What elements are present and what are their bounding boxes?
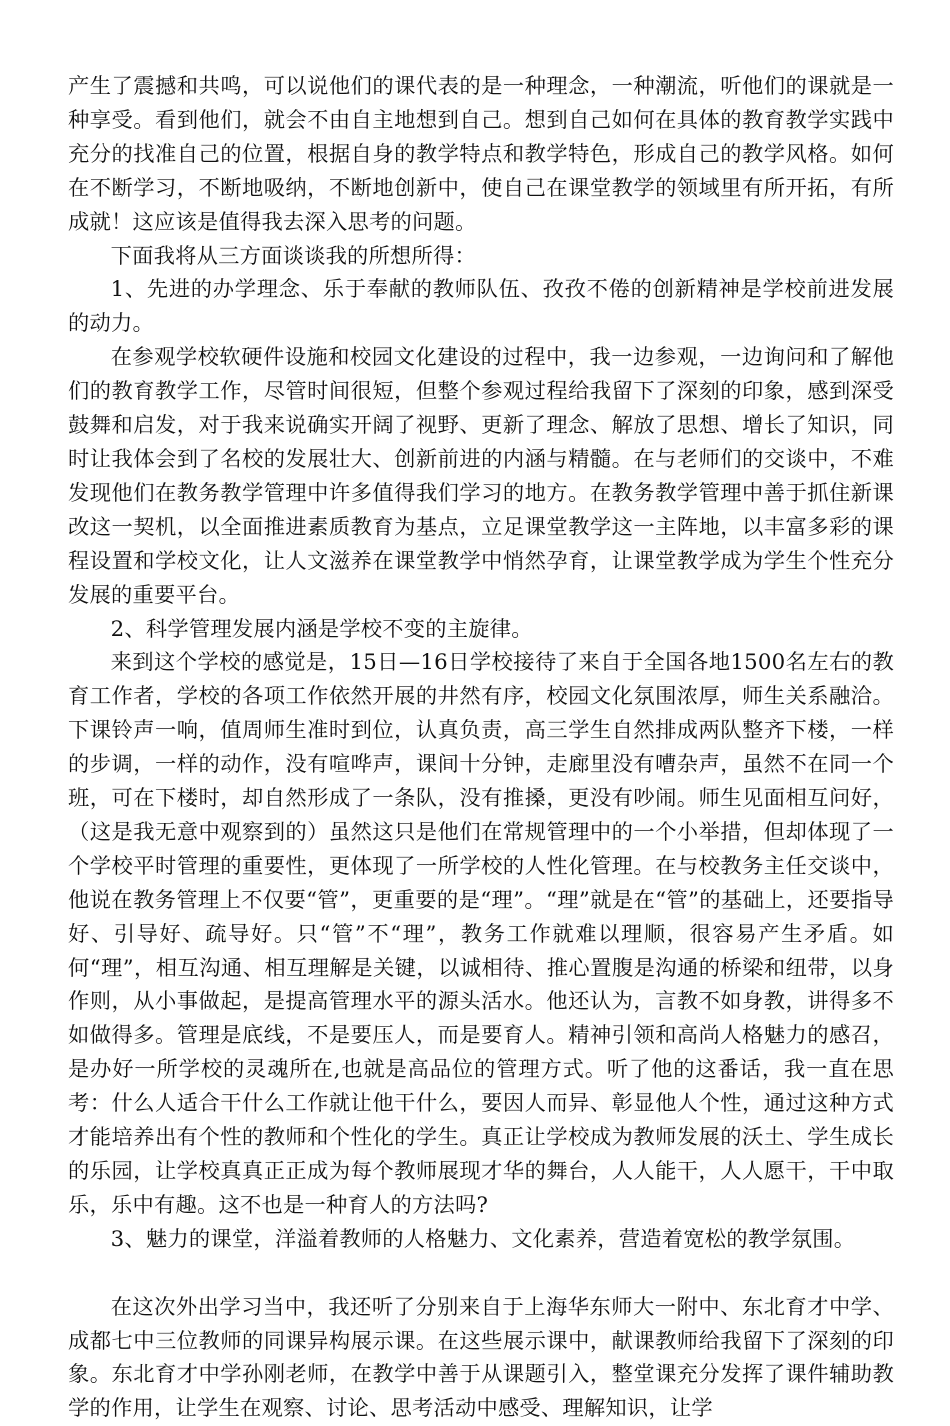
section-heading-3: 3、魅力的课堂，洋溢着教师的人格魅力、文化素养，营造着宽松的教学氛围。 — [110, 1226, 856, 1252]
blank-line — [68, 1257, 894, 1291]
paragraph-section-3: 在这次外出学习当中，我还听了分别来自于上海华东师大一附中、东北育才中学、成都七中三位教师的同课异构展示课。在这些展示课中，献课教师给我留下了深刻的印象。东北育才中学孙刚老师，在教学中善于从课题引入，整堂课充分发挥了课件辅助教学的作用，让学生在观察、讨论、思考活动中感受、理解知识，让学 — [68, 1294, 894, 1422]
section-heading-1: 1、先进的办学理念、乐于奉献的教师队伍、孜孜不倦的创新精神是学校前进发展的动力。 — [68, 277, 894, 337]
paragraph-section-2: 来到这个学校的感觉是，15日—16日学校接待了来自于全国各地1500名左右的教育工作者，学校的各项工作依然开展的井然有序，校园文化氛围浓厚，师生关系融洽。下课铃声一响，值周师生准时到位，认真负责，高三学生自然排成两队整齐下楼，一样的步调，一样的动作，没有喧哗声，课间十分钟，走廊里没有嘈杂声，虽然不在同一个班，可在下楼时，却自然形成了一条队，没有推搡，更没有吵闹。师生见面相互问好，（这是我无意中观察到的）虽然这只是他们在常规管理中的一个小举措，但却体现了一个学校平时管理的重要性，更体现了一所学校的人性化管理。在与校教务主任交谈中，他说在教务管理上不仅要“管”，更重要的是“理”。“理”就是在“管”的基础上，还要指导好、引导好、疏导好。只“管”不“理”，教务工作就难以理顺，很容易产生矛盾。如何“理”，相互沟通、相互理解是关键，以诚相待、推心置腹是沟通的桥梁和纽带，以身作则，从小事做起，是提高管理水平的源头活水。他还认为，言教不如身教，讲得多不如做得多。管理是底线，不是要压人，而是要育人。精神引领和高尚人格魅力的感召，是办好一所学校的灵魂所在,也就是高品位的管理方式。听了他的这番话，我一直在思考：什么人适合干什么工作就让他干什么，要因人而异、彰显他人个性，通过这种方式才能培养出有个性的教师和个性化的学生。真正让学校成为教师发展的沃土、学生成长的乐园，让学校真真正正成为每个教师展现才华的舞台，人人能干，人人愿干，干中取乐，乐中有趣。这不也是一种育人的方法吗? — [68, 650, 894, 1218]
paragraph-continuation: 产生了震撼和共鸣，可以说他们的课代表的是一种理念，一种潮流，听他们的课就是一种享受。看到他们，就会不由自主地想到自己。想到自己如何在具体的教育教学实践中充分的找准自己的位置，根据自身的教学特点和教学特色，形成自己的教学风格。如何在不断学习，不断地吸纳，不断地创新中，使自己在课堂教学的领域里有所开拓，有所成就！这应该是值得我去深入思考的问题。 — [68, 74, 894, 235]
paragraph-intro: 下面我将从三方面谈谈我的所想所得： — [110, 243, 477, 269]
document-page — [68, 70, 894, 1426]
section-heading-2: 2、科学管理发展内涵是学校不变的主旋律。 — [110, 616, 533, 642]
paragraph-section-1: 在参观学校软硬件设施和校园文化建设的过程中，我一边参观，一边询问和了解他们的教育教学工作，尽管时间很短，但整个参观过程给我留下了深刻的印象，感到深受鼓舞和启发，对于我来说确实开阔了视野、更新了理念、解放了思想、增长了知识，同时让我体会到了名校的发展壮大、创新前进的内涵与精髓。在与老师们的交谈中，不难发现他们在教务教学管理中许多值得我们学习的地方。在教务教学管理中善于抓住新课改这一契机，以全面推进素质教育为基点，立足课堂教学这一主阵地，以丰富多彩的课程设置和学校文化，让人文滋养在课堂教学中悄然孕育，让课堂教学成为学生个性充分发展的重要平台。 — [68, 345, 894, 608]
